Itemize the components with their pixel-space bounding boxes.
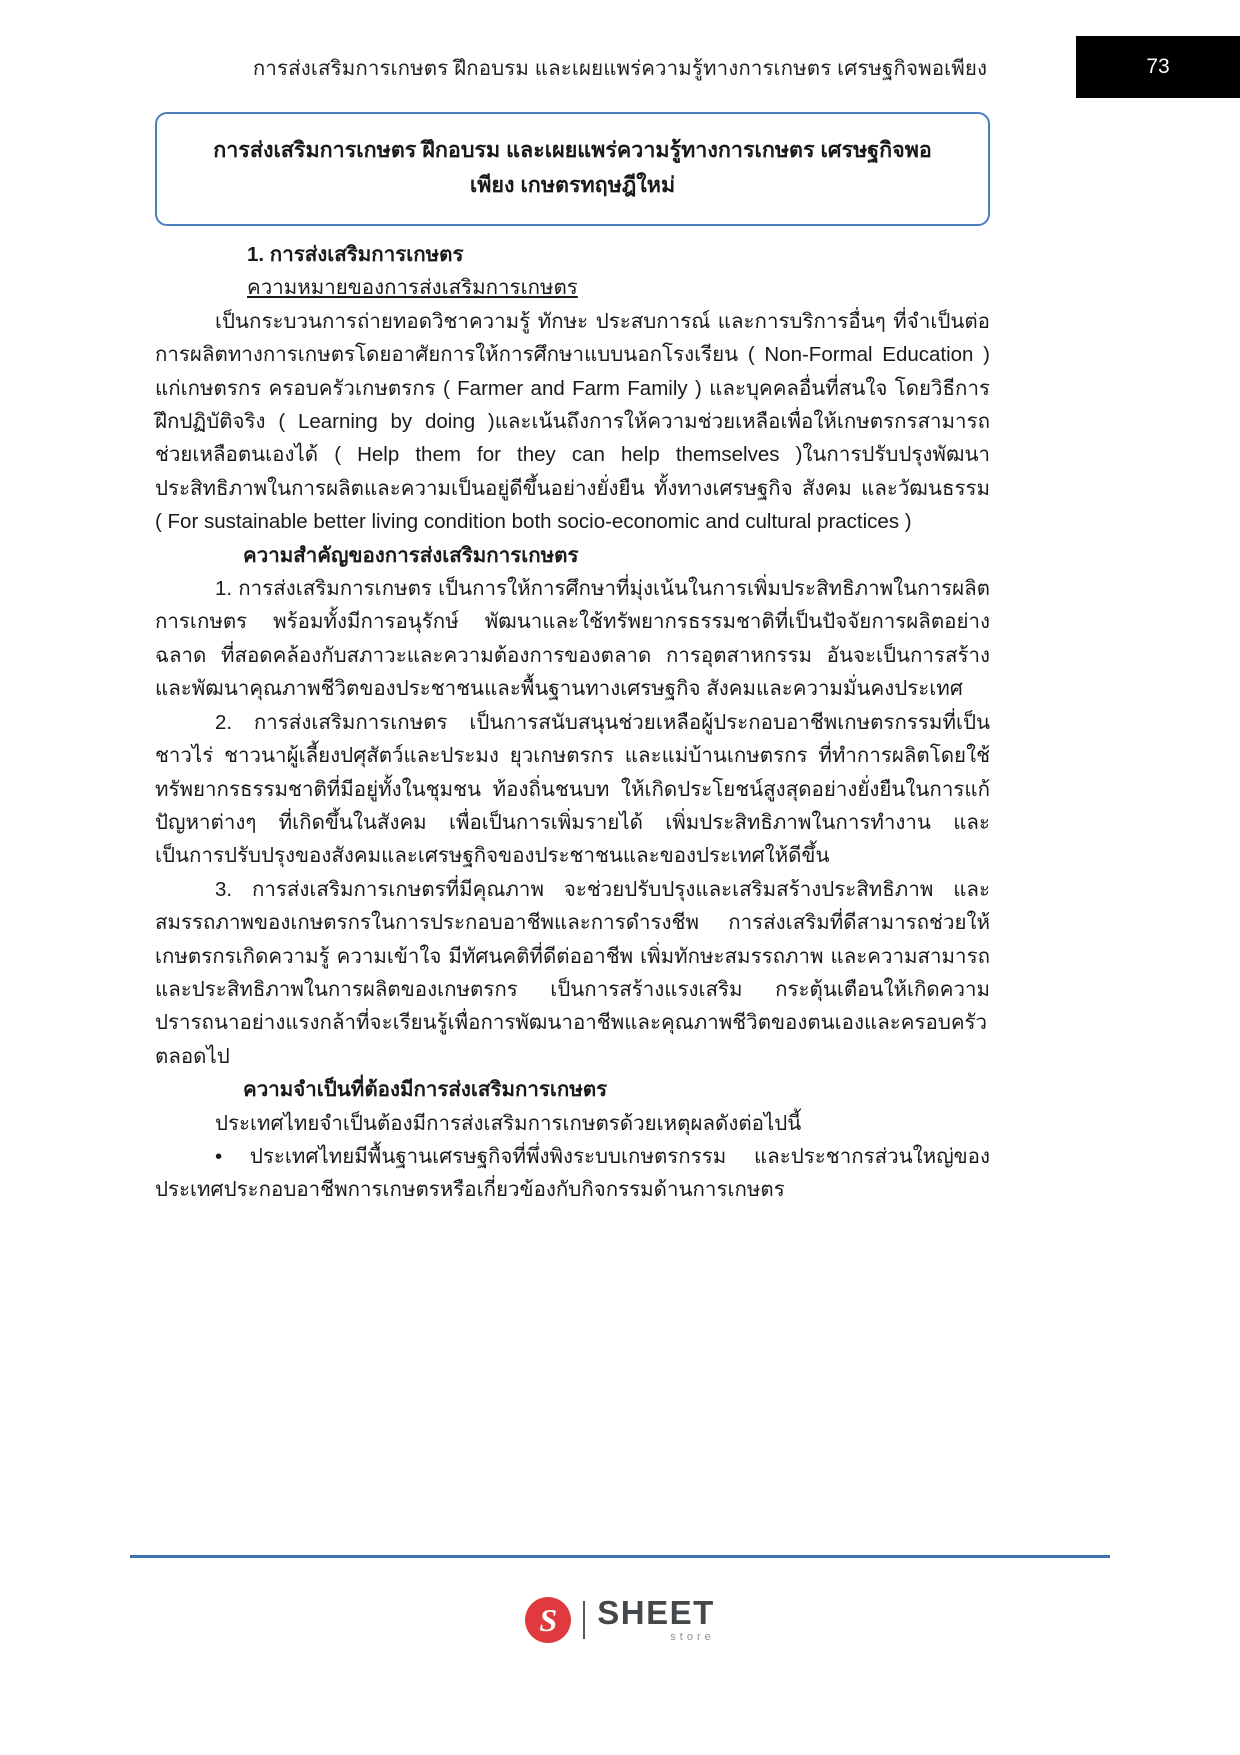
footer-divider — [130, 1555, 1110, 1558]
running-head: การส่งเสริมการเกษตร ฝึกอบรม และเผยแพร่ความรู้ทางการเกษตร เศรษฐกิจพอเพียง — [252, 57, 988, 80]
footer-logo — [0, 1596, 1240, 1643]
subheading-meaning: ความหมายของการส่งเสริมการเกษตร — [247, 276, 578, 300]
paragraph-necessity-intro: ประเทศไทยจำเป็นต้องมีการส่งเสริมการเกษตรด้วยเหตุผลดังต่อไปนี้ — [215, 1111, 802, 1135]
logo-word-main: SHEET — [597, 1594, 715, 1631]
document-title-box — [155, 112, 990, 226]
paragraph-2: 2. การส่งเสริมการเกษตร เป็นการสนับสนุนช่วยเหลือผู้ประกอบอาชีพเกษตรกรรมที่เป็น ชาวไร่ ชาวนาผู้เลี้ยงปศุสัตว์และประมง ยุวเกษตรกร และแม่บ้านเกษตรกร ที่ทำการผลิตโดยใช้ทรัพยากรธรรมชาติที่มีอยู่ทั้งในชุมชน ท้องถิ่นชนบท ให้เกิดประโยชน์สูงสุดอย่างยั่งยืนในการแก้ปัญหาต่างๆ ที่เกิดขึ้นในสังคม เพื่อเป็นการเพิ่มรายได้ เพิ่มประสิทธิภาพในการทำงาน และ เป็นการปรับปรุงของสังคมและเศรษฐกิจของประชาชนและของประเทศให้ดีขึ้น — [155, 710, 990, 868]
page-number: 73 — [1146, 55, 1170, 78]
document-title: การส่งเสริมการเกษตร ฝึกอบรม และเผยแพร่ความรู้ทางการเกษตร เศรษฐกิจพอเพียง เกษตรทฤษฎีใหม่ — [213, 138, 932, 197]
paragraph-3: 3. การส่งเสริมการเกษตรที่มีคุณภาพ จะช่วยปรับปรุงและเสริมสร้างประสิทธิภาพ และสมรรถภาพของเกษตรกรในการประกอบอาชีพและการดำรงชีพ การส่งเสริมที่ดีสามารถช่วยให้เกษตรกรเกิดความรู้ ความเข้าใจ มีทัศนคติที่ดีต่ออาชีพ เพิ่มทักษะสมรรถภาพ และความสามารถและประสิทธิภาพในการผลิตของเกษตรกร เป็นการสร้างแรงเสริม กระตุ้นเตือนให้เกิดความปรารถนาอย่างแรงกล้าที่จะเรียนรู้เพื่อการพัฒนาอาชีพและคุณภาพชีวิตของตนเองและครอบครัวตลอดไป — [155, 877, 990, 1068]
document-body — [155, 238, 990, 1207]
paragraph-1: 1. การส่งเสริมการเกษตร เป็นการให้การศึกษาที่มุ่งเน้นในการเพิ่มประสิทธิภาพในการผลิตการเกษตร พร้อมทั้งมีการอนุรักษ์ พัฒนาและใช้ทรัพยากรธรรมชาติที่เป็นปัจจัยการผลิตอย่างฉลาด ที่สอดคล้องกับสภาวะและความต้องการของตลาด การอุตสาหกรรม อันจะเป็นการสร้างและพัฒนาคุณภาพชีวิตของประชาชนและพื้นฐานทางเศรษฐกิจ สังคมและความมั่นคงประเทศ — [155, 577, 990, 701]
bullet-item-1: • ประเทศไทยมีพื้นฐานเศรษฐกิจที่พึ่งพิงระบบเกษตรกรรม และประชากรส่วนใหญ่ของประเทศประกอบอาชีพการเกษตรหรือเกี่ยวข้องกับกิจกรรมด้านการเกษตร — [155, 1144, 990, 1202]
page-header — [0, 0, 1240, 100]
subheading-necessity: ความจำเป็นที่ต้องมีการส่งเสริมการเกษตร — [243, 1078, 608, 1102]
paragraph-meaning: เป็นกระบวนการถ่ายทอดวิชาความรู้ ทักษะ ประสบการณ์ และการบริการอื่นๆ ที่จำเป็นต่อการผลิตทางการเกษตรโดยอาศัยการให้การศึกษาแบบนอกโรงเรียน ( Non-Formal Education ) แก่เกษตรกร ครอบครัวเกษตรกร ( Farmer and Farm Family ) และบุคคลอื่นที่สนใจ โดยวิธีการฝึกปฏิบัติจริง ( Learning by doing )และเน้นถึงการให้ความช่วยเหลือเพื่อให้เกษตรกรสามารถช่วยเหลือตนเองได้ ( Help them for they can help themselves )ในการปรับปรุงพัฒนาประสิทธิภาพในการผลิตและความเป็นอยู่ดีขึ้นอย่างยั่งยืน ทั้งทางเศรษฐกิจ สังคม และวัฒนธรรม ( For sustainable better living condition both socio-economic and cultural practices ) — [155, 309, 990, 534]
subheading-importance: ความสำคัญของการส่งเสริมการเกษตร — [243, 543, 579, 567]
logo-divider — [583, 1601, 585, 1639]
logo-word-sub: store — [670, 1631, 715, 1643]
logo-wordmark — [597, 1596, 715, 1643]
section-1-heading: 1. การส่งเสริมการเกษตร — [247, 243, 464, 266]
sheet-store-logo-icon: S — [525, 1597, 571, 1643]
